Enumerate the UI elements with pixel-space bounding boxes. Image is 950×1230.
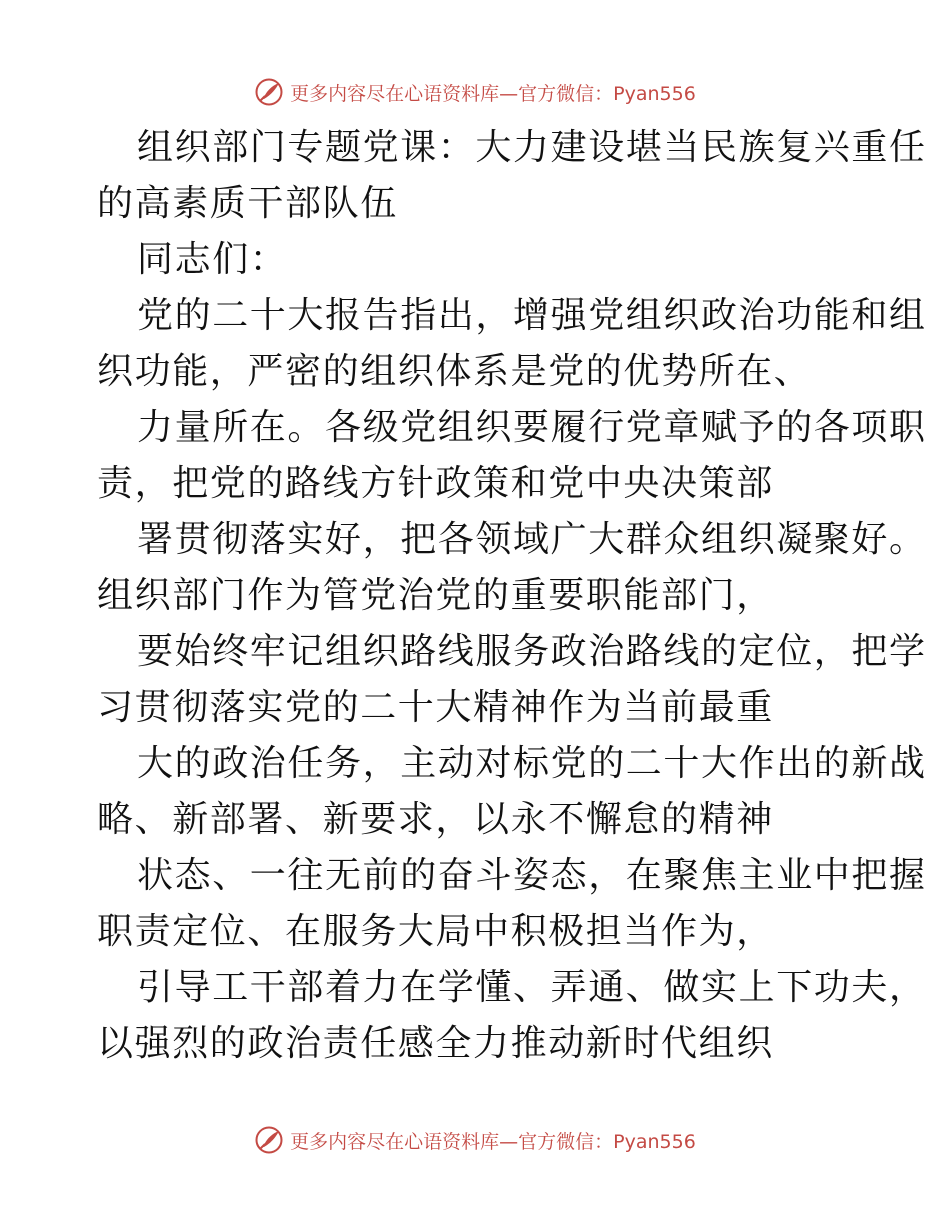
text-line: 以强烈的政治责任感全力推动新时代组织 xyxy=(97,1023,774,1064)
text-line: 要始终牢记组织路线服务政治路线的定位，把学 xyxy=(137,631,927,672)
text-line: 状态、一往无前的奋斗姿态，在聚焦主业中把握 xyxy=(137,855,927,896)
text-line: 党的二十大报告指出，增强党组织政治功能和组 xyxy=(137,295,927,336)
document-body xyxy=(97,120,927,1072)
text-line: 组织部门作为管党治党的重要职能部门， xyxy=(97,575,774,616)
doc-title-line-1: 组织部门专题党课：大力建设堪当民族复兴重任 xyxy=(137,127,927,168)
text-line: 职责定位、在服务大局中积极担当作为， xyxy=(97,911,774,952)
text-line: 引导工干部着力在学懂、弄通、做实上下功夫， xyxy=(137,967,927,1008)
text-line: 略、新部署、新要求，以永不懈怠的精神 xyxy=(97,799,774,840)
watermark-text: 更多内容尽在心语资料库—官方微信：Pyan556 xyxy=(290,82,696,105)
text-line: 署贯彻落实好，把各领域广大群众组织凝聚好。 xyxy=(137,519,927,560)
quill-pen-logo-icon xyxy=(254,77,284,107)
salutation: 同志们： xyxy=(137,239,288,280)
text-line: 力量所在。各级党组织要履行党章赋予的各项职 xyxy=(137,407,927,448)
header-watermark xyxy=(0,72,950,112)
text-line: 织功能，严密的组织体系是党的优势所在、 xyxy=(97,351,812,392)
text-line: 责，把党的路线方针政策和党中央决策部 xyxy=(97,463,774,504)
quill-pen-logo-icon xyxy=(254,1125,284,1155)
text-line: 习贯彻落实党的二十大精神作为当前最重 xyxy=(97,687,774,728)
doc-title-line-2: 的高素质干部队伍 xyxy=(97,183,398,224)
watermark-text: 更多内容尽在心语资料库—官方微信：Pyan556 xyxy=(290,1130,696,1153)
text-line: 大的政治任务，主动对标党的二十大作出的新战 xyxy=(137,743,927,784)
footer-watermark xyxy=(0,1120,950,1160)
